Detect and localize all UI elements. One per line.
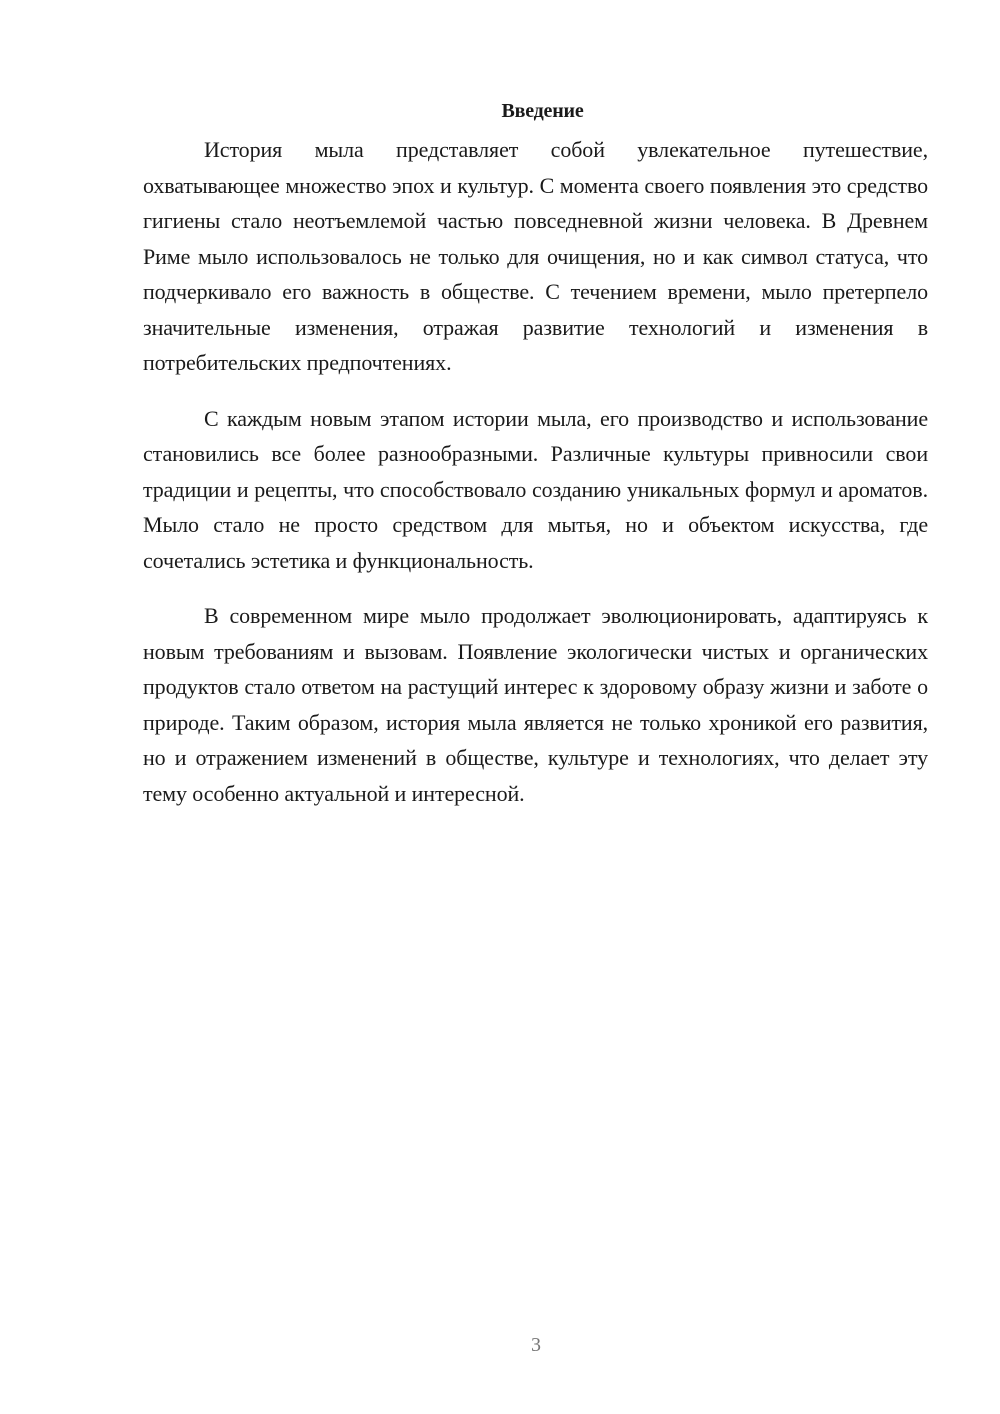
page-number: 3 [531, 1334, 541, 1356]
paragraph-1: История мыла представляет собой увлекательное путешествие, охватывающее множество эпох и культур. С момента своего появления это средство гигиены стало неотъемлемой частью повседневной жизни человека. В Древнем Риме мыло использовалось не только для очищения, но и как символ статуса, что подчеркивало его важность в обществе. С течением времени, мыло претерпело значительные изменения, отражая развитие технологий и изменения в потребительских предпочтениях. [143, 137, 928, 375]
section-title: Введение [501, 100, 584, 122]
paragraph-2: С каждым новым этапом истории мыла, его производство и использование становились все более разнообразными. Различные культуры привносили свои традиции и рецепты, что способствовало созданию уникальных формул и ароматов. Мыло стало не просто средством для мытья, но и объектом искусства, где сочетались эстетика и функциональность. [143, 405, 928, 573]
page-content [143, 96, 928, 811]
paragraph-3: В современном мире мыло продолжает эволюционировать, адаптируясь к новым требованиям и вызовам. Появление экологически чистых и органических продуктов стало ответом на растущий интерес к здоровому образу жизни и заботе о природе. Таким образом, история мыла является не только хроникой его развития, но и отражением изменений в обществе, культуре и технологиях, что делает эту тему особенно актуальной и интересной. [143, 603, 928, 806]
